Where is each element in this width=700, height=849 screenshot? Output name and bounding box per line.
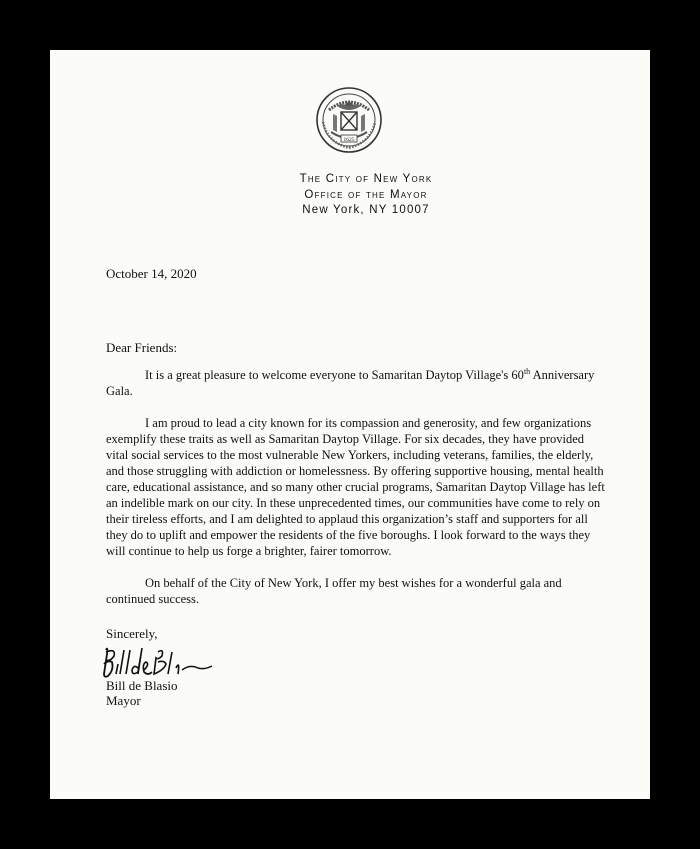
- paragraph-3: On behalf of the City of New York, I offer my best wishes for a wonderful gala and continued success.: [106, 576, 562, 606]
- closing: Sincerely,: [106, 626, 158, 641]
- letterhead-office: Office of the Mayor: [304, 188, 428, 201]
- paragraph-1-text: It is a great pleasure to welcome everyone to Samaritan Daytop Village's 60: [145, 368, 524, 382]
- paragraph-1-end: Anniversary Gala.: [106, 368, 595, 398]
- salutation: Dear Friends:: [106, 340, 178, 355]
- signer-block: [106, 678, 178, 708]
- signer-name: Bill de Blasio: [106, 678, 178, 693]
- letterhead: [50, 172, 650, 219]
- seal-year: 1625: [343, 137, 355, 143]
- paragraph-2: I am proud to lead a city known for its compassion and generosity, and few organizations exemplify these traits as well as Samaritan Daytop Village. For six decades, they have provided vital social services to the most vulnerable New Yorkers, including veterans, families, the elderly, and those struggling with addiction or homelessness. By offering supportive housing, mental health care, educational assistance, and so many other crucial programs, Samaritan Daytop Village has left an indelible mark on our city. In these unprecedented times, our communities have come to rely on their tireless efforts, and I am delighted to applaud this organization’s staff and supporters for all they do to uplift and empower the residents of the five boroughs. I look forward to the ways they will continue to help us forge a brighter, fairer tomorrow.: [106, 416, 605, 558]
- letter-date: October 14, 2020: [106, 266, 197, 281]
- paragraph-1: [106, 367, 606, 399]
- letterhead-city: The City of New York: [299, 173, 433, 185]
- signer-title: Mayor: [106, 693, 141, 708]
- ordinal-suffix: th: [523, 366, 531, 376]
- city-seal-icon: [315, 86, 383, 154]
- letterhead-address: New York, NY 10007: [302, 204, 430, 216]
- letter-body: [106, 367, 606, 623]
- letter-page: [50, 50, 650, 799]
